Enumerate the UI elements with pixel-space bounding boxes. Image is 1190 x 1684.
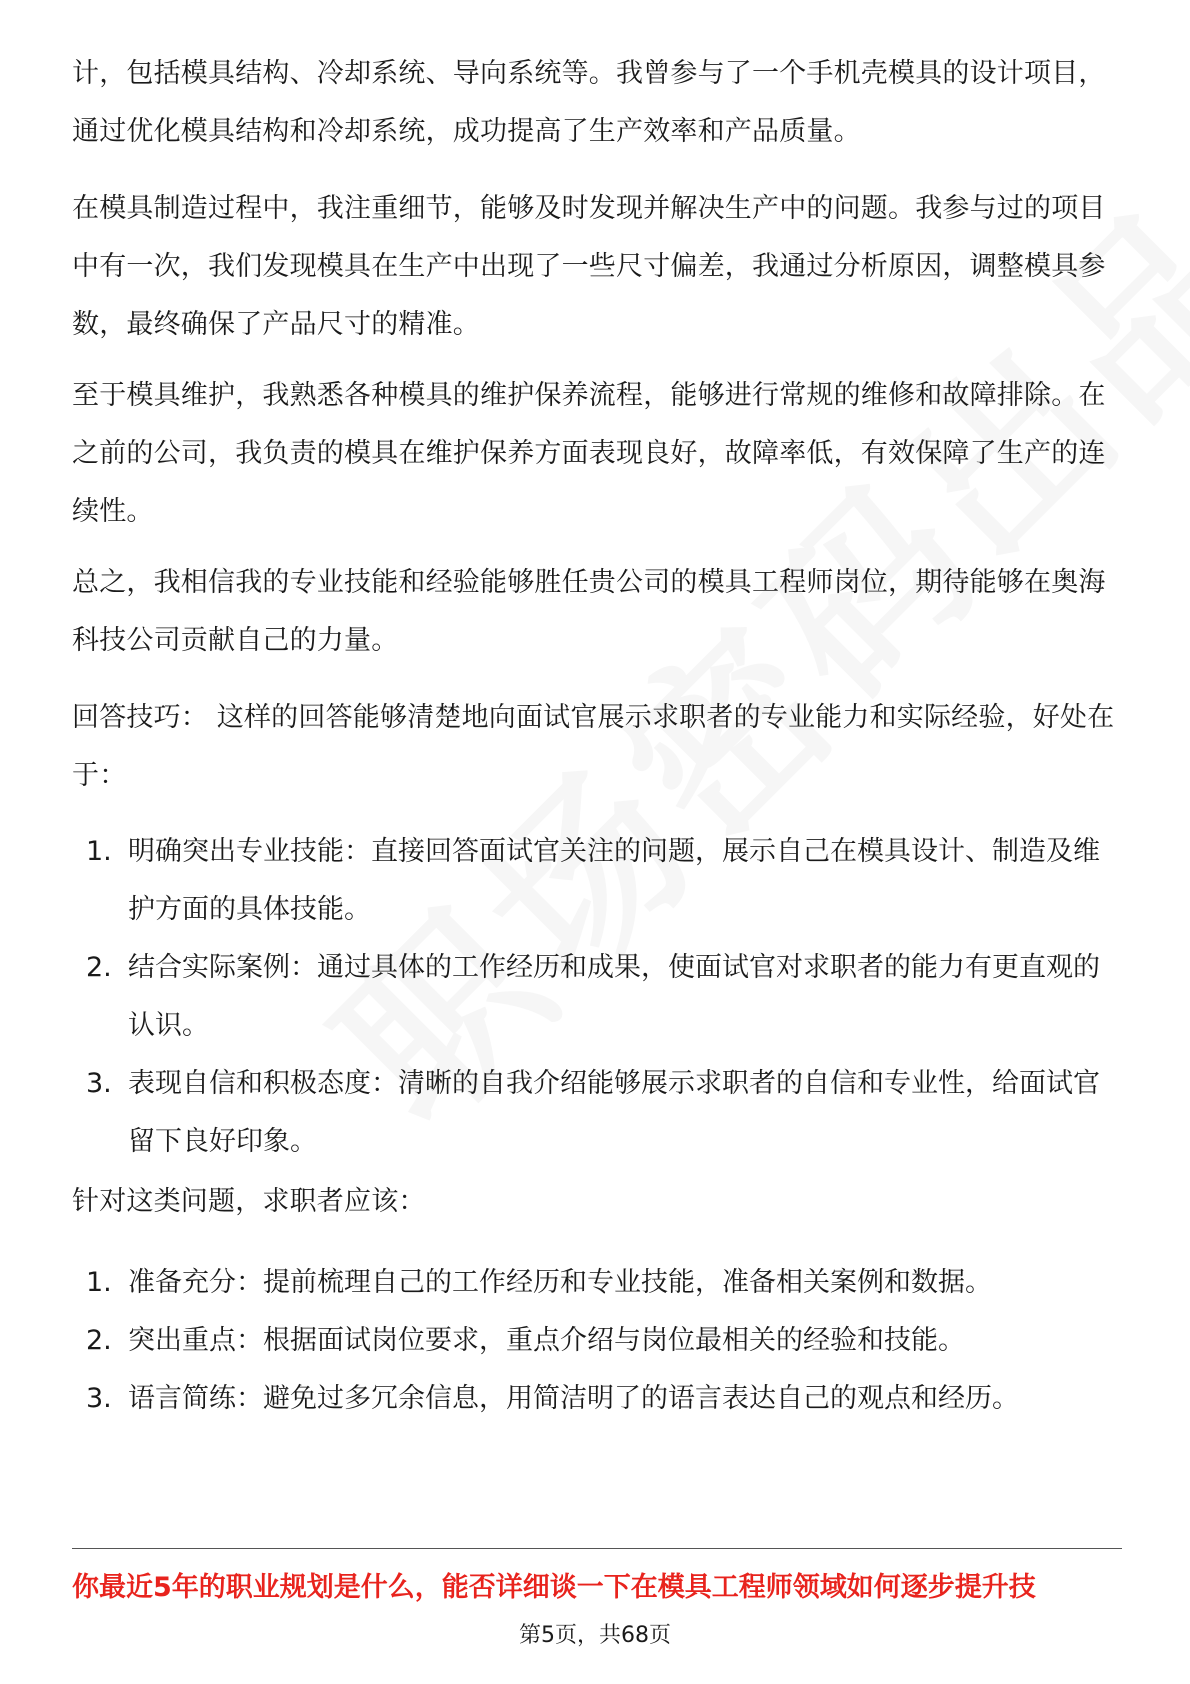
divider [72, 1548, 1122, 1549]
paragraph-design: 计，包括模具结构、冷却系统、导向系统等。我曾参与了一个手机壳模具的设计项目，通过优化模具结构和冷却系统，成功提高了生产效率和产品质量。 [72, 58, 1106, 147]
list-number: 2. [86, 1325, 112, 1356]
paragraph-maintenance: 至于模具维护，我熟悉各种模具的维护保养流程，能够进行常规的维修和故障排除。在之前的公司，我负责的模具在维护保养方面表现良好，故障率低，有效保障了生产的连续性。 [72, 380, 1106, 527]
list-number: 2. [86, 952, 112, 983]
list-number: 1. [86, 1267, 112, 1298]
list-text: 明确突出专业技能：直接回答面试官关注的问题，展示自己在模具设计、制造及维护方面的具体技能。 [128, 836, 1100, 925]
next-question-heading: 你最近5年的职业规划是什么，能否详细谈一下在模具工程师领域如何逐步提升技 [72, 1572, 1036, 1603]
list-number: 3. [86, 1068, 112, 1099]
list-item [72, 1370, 1122, 1428]
paragraph-manufacturing: 在模具制造过程中，我注重细节，能够及时发现并解决生产中的问题。我参与过的项目中有一次，我们发现模具在生产中出现了一些尺寸偏差，我通过分析原因，调整模具参数，最终确保了产品尺寸的精准。 [72, 193, 1106, 340]
list-item [72, 1055, 1122, 1171]
list-text: 表现自信和积极态度：清晰的自我介绍能够展示求职者的自信和专业性，给面试官留下良好印象。 [128, 1068, 1100, 1157]
advice-list [72, 1254, 1122, 1428]
paragraph-conclusion: 总之，我相信我的专业技能和经验能够胜任贵公司的模具工程师岗位，期待能够在奥海科技公司贡献自己的力量。 [72, 567, 1106, 656]
list-number: 1. [86, 836, 112, 867]
list-item [72, 823, 1122, 939]
list-item [72, 939, 1122, 1055]
list-item [72, 1254, 1122, 1312]
list-text: 突出重点：根据面试岗位要求，重点介绍与岗位最相关的经验和技能。 [128, 1325, 965, 1356]
list-number: 3. [86, 1383, 112, 1414]
list-text: 准备充分：提前梳理自己的工作经历和专业技能，准备相关案例和数据。 [128, 1267, 992, 1298]
paragraph-answer-tips-intro: 回答技巧： 这样的回答能够清楚地向面试官展示求职者的专业能力和实际经验，好处在于： [72, 702, 1115, 791]
list-text: 语言简练：避免过多冗余信息，用简洁明了的语言表达自己的观点和经历。 [128, 1383, 1019, 1414]
tips-list [72, 823, 1122, 1171]
list-text: 结合实际案例：通过具体的工作经历和成果，使面试官对求职者的能力有更直观的认识。 [128, 952, 1100, 1041]
paragraph-advice-intro: 针对这类问题，求职者应该： [72, 1186, 426, 1217]
page-number: 第5页，共68页 [519, 1623, 671, 1648]
list-item [72, 1312, 1122, 1370]
